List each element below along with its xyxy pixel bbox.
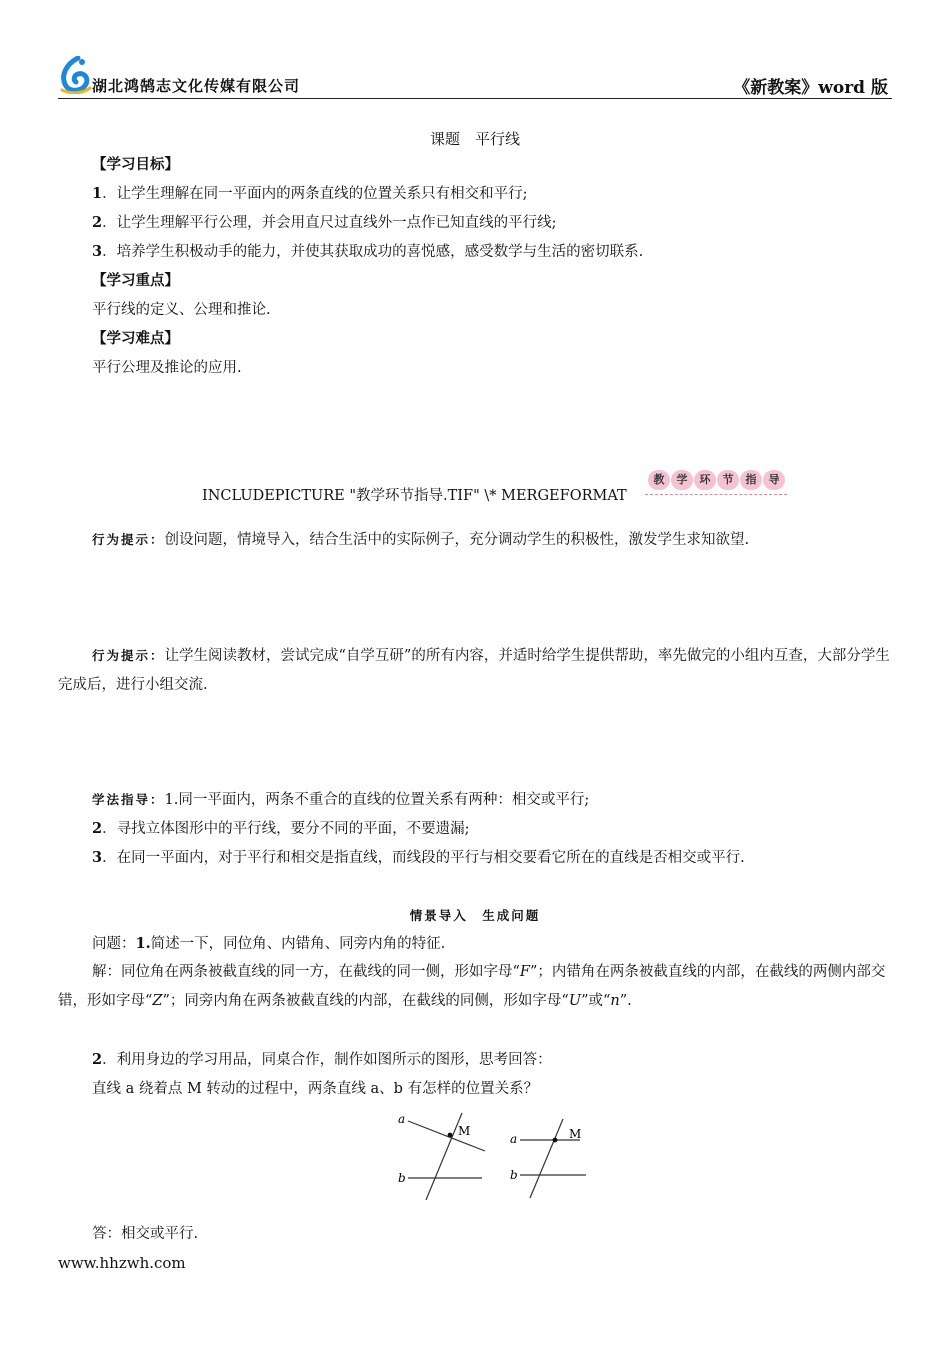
point-m (448, 1133, 453, 1138)
point-m (553, 1138, 558, 1143)
keypoints-heading: 【学习重点】 (92, 272, 179, 289)
difficulties-heading: 【学习难点】 (92, 330, 179, 347)
label-a: a (510, 1132, 518, 1146)
company-name: 湖北鸿鹄志文化传媒有限公司 (92, 77, 301, 95)
banner-char: 导 (763, 470, 785, 490)
objective-item: 2．让学生理解平行公理，并会用直尺过直线外一点作已知直线的平行线; (92, 214, 557, 231)
method-item: 2．寻找立体图形中的平行线，要分不同的平面，不要遗漏; (92, 820, 470, 837)
banner-char: 节 (717, 470, 739, 490)
lines-figure (390, 1105, 600, 1205)
behavior-hint: 行为提示：让学生阅读教材，尝试完成“自学互研”的所有内容，并适时给学生提供帮助，率先做完的小组内互查，大部分学生完成后，进行小组交流. (58, 648, 890, 693)
banner-underline (645, 494, 787, 495)
banner-char: 学 (671, 470, 693, 490)
header-divider (58, 98, 892, 99)
question-1: 问题：1.简述一下，同位角、内错角、同旁内角的特征. (92, 935, 446, 952)
swirl-logo-icon (58, 56, 92, 94)
objectives-heading: 【学习目标】 (92, 156, 179, 173)
difficulties-text: 平行公理及推论的应用. (92, 360, 242, 376)
method-guidance: 学法指导：1.同一平面内，两条不重合的直线的位置关系有两种：相交或平行; (92, 792, 590, 808)
answer-2: 答：相交或平行. (92, 1226, 199, 1242)
transversal (426, 1113, 462, 1200)
objective-item: 3．培养学生积极动手的能力，并使其获取成功的喜悦感，感受数学与生活的密切联系. (92, 243, 644, 260)
behavior-hint: 行为提示：创设问题，情境导入，结合生活中的实际例子，充分调动学生的积极性，激发学生求知欲望. (92, 532, 750, 548)
answer-1: 解：同位角在两条被截直线的同一方，在截线的同一侧，形如字母“F”；内错角在两条被截直线的内部，在截线的两侧内部交错，形如字母“Z”；同旁内角在两条被截直线的内部，在截线的同侧，形如字母“U”或“n”. (58, 964, 886, 1009)
label-m: M (458, 1124, 471, 1138)
section-title: 情景导入 生成问题 (409, 908, 541, 923)
label-b: b (510, 1168, 518, 1182)
lesson-title: 课题 平行线 (429, 130, 520, 148)
label-m: M (569, 1127, 582, 1141)
include-picture-field: INCLUDEPICTURE "教学环节指导.TIF" \* MERGEFORMAT (202, 488, 627, 504)
keypoints-text: 平行线的定义、公理和推论. (92, 302, 271, 318)
line-a-intersecting (408, 1121, 485, 1151)
question-2-sub: 直线 a 绕着点 M 转动的过程中，两条直线 a、b 有怎样的位置关系？ (92, 1081, 539, 1097)
question-2: 2．利用身边的学习用品，同桌合作，制作如图所示的图形，思考回答： (92, 1051, 552, 1068)
transversal (530, 1119, 563, 1198)
objective-item: 1．让学生理解在同一平面内的两条直线的位置关系只有相交和平行; (92, 185, 528, 202)
banner-char: 环 (694, 470, 716, 490)
footer-url[interactable]: www.hhzwh.com (58, 1254, 186, 1272)
banner-char: 教 (648, 470, 670, 490)
banner-char: 指 (740, 470, 762, 490)
label-b: b (398, 1171, 406, 1185)
label-a: a (398, 1112, 406, 1126)
brand-title: 《新教案》word 版 (733, 78, 888, 98)
logo (58, 56, 92, 94)
method-item: 3．在同一平面内，对于平行和相交是指直线，而线段的平行与相交要看它所在的直线是否相交或平行. (92, 849, 745, 866)
